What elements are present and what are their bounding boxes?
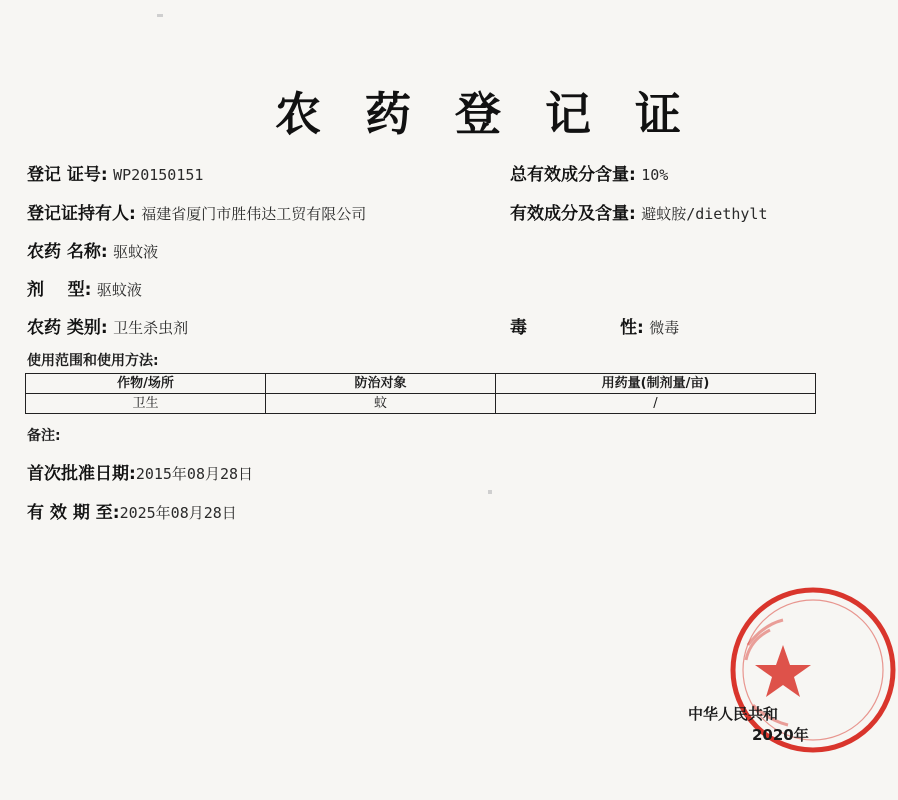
table-header-row bbox=[26, 374, 816, 394]
category-label: 农药 类别: bbox=[27, 318, 108, 338]
category-value: 卫生杀虫剂 bbox=[113, 319, 189, 337]
reg-no-row bbox=[27, 160, 203, 185]
table-row bbox=[26, 394, 816, 414]
toxicity-label-b: 性: bbox=[620, 318, 644, 338]
holder-label: 登记证持有人: bbox=[27, 204, 136, 224]
first-approval-value: 2015年08月28日 bbox=[135, 465, 254, 483]
category-row bbox=[27, 313, 188, 338]
holder-row bbox=[27, 199, 366, 224]
holder-value: 福建省厦门市胜伟达工贸有限公司 bbox=[141, 205, 367, 223]
ingredient-value: 避蚊胺/diethylt bbox=[641, 205, 768, 223]
name-value: 驱蚊液 bbox=[113, 243, 159, 261]
header-crop: 作物/场所 bbox=[26, 374, 266, 394]
star-icon bbox=[755, 645, 811, 697]
scan-mark bbox=[488, 490, 492, 494]
usage-label: 使用范围和使用方法: bbox=[27, 353, 159, 369]
ingredient-label: 有效成分及含量: bbox=[510, 204, 636, 224]
remark-label: 备注: bbox=[27, 428, 61, 444]
form-label: 剂 型: bbox=[27, 280, 92, 300]
cell-crop: 卫生 bbox=[26, 394, 266, 414]
first-approval-label: 首次批准日期: bbox=[27, 464, 136, 484]
page-title: 农 药 登 记 证 bbox=[274, 87, 696, 141]
toxicity-value: 微毒 bbox=[649, 319, 680, 337]
form-value: 驱蚊液 bbox=[96, 281, 142, 299]
toxicity-row bbox=[510, 313, 527, 338]
ingredient-row bbox=[510, 199, 768, 224]
header-dosage: 用药量(制剂量/亩) bbox=[496, 374, 816, 394]
toxicity-label-a: 毒 bbox=[510, 318, 527, 338]
issuer-text: 中华人民共和 bbox=[688, 705, 779, 723]
valid-until-label: 有 效 期 至: bbox=[27, 503, 120, 523]
form-row bbox=[27, 275, 142, 300]
usage-table bbox=[25, 373, 816, 414]
issue-year: 2020年 bbox=[752, 726, 809, 744]
reg-no-value: WP20150151 bbox=[113, 166, 204, 184]
total-content-label: 总有效成分含量: bbox=[510, 165, 636, 185]
reg-no-label: 登记 证号: bbox=[27, 165, 108, 185]
valid-until-value: 2025年08月28日 bbox=[119, 504, 237, 522]
name-label: 农药 名称: bbox=[27, 242, 108, 262]
first-approval-row bbox=[27, 459, 253, 484]
scan-mark bbox=[157, 14, 163, 17]
toxicity-value-row bbox=[620, 313, 679, 338]
total-content-value: 10% bbox=[641, 166, 669, 184]
cell-target: 蚊 bbox=[266, 394, 496, 414]
name-row bbox=[27, 237, 158, 262]
total-content-row bbox=[510, 160, 668, 185]
cell-dosage: / bbox=[496, 394, 816, 414]
header-target: 防治对象 bbox=[266, 374, 496, 394]
valid-until-row bbox=[27, 498, 237, 523]
